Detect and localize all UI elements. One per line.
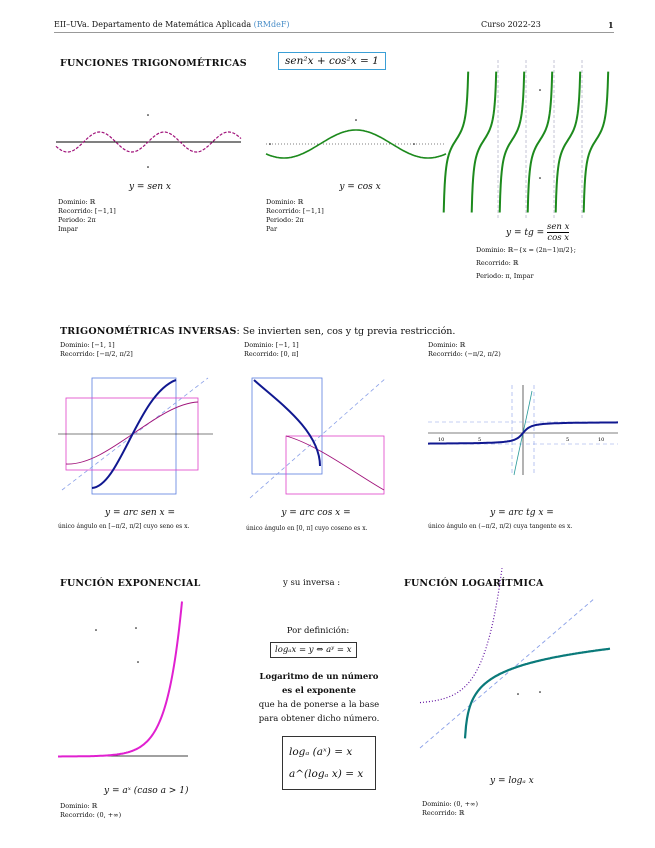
by-definition: Por definición: (286, 626, 350, 636)
exp-title: FUNCIÓN EXPONENCIAL (60, 578, 201, 589)
tan-branch (444, 72, 469, 213)
sin-graph (56, 112, 241, 172)
acos-curve (254, 380, 320, 466)
expl-line-1: Logaritmo de un número (259, 672, 379, 682)
header-tag: (RMdeF) (253, 20, 290, 29)
exp-curve (58, 602, 182, 757)
sin-domain: Dominio: ℝ (58, 198, 96, 206)
log-identities (282, 736, 376, 790)
inverse-heading (60, 326, 455, 337)
inverse-subtitle: : Se invierten sen, cos y tg previa restricción. (236, 326, 456, 337)
atan-info (428, 341, 501, 359)
atan-graph (428, 385, 618, 475)
sin-parity: Impar (58, 225, 78, 233)
asin-desc: único ángulo en [−π/2, π/2] cuyo seno es x. (58, 523, 190, 530)
atan-domain: Dominio: ℝ (428, 341, 466, 349)
acos-desc: único ángulo en [0, π] cuyo coseno es x. (246, 525, 368, 532)
log-graph (420, 596, 620, 756)
cos-period: Periodo: 2π (266, 216, 304, 224)
trig-identity: sen²x + cos²x = 1 (278, 52, 386, 70)
tan-range: Recorrido: ℝ (476, 259, 519, 267)
tan-caption: y = tg = sen x cos x (506, 222, 570, 243)
sin-info (58, 198, 116, 234)
log-caption: y = logₐ x (490, 776, 534, 786)
log-domain: Dominio: (0, +∞) (422, 800, 479, 808)
acos-range: Recorrido: [0, π] (244, 350, 299, 358)
identity-1: logₐ (aˣ) = x (289, 746, 353, 758)
header-course: Curso 2022-23 (481, 20, 541, 29)
asin-domain: Dominio: [−1, 1] (60, 341, 115, 349)
log-title: FUNCIÓN LOGARÍTMICA (404, 578, 544, 589)
log-definition: logₐx = y ⇔ aʸ = x (270, 642, 357, 658)
cos-parity: Par (266, 225, 278, 233)
cos-graph (266, 118, 446, 178)
sin-period: Periodo: 2π (58, 216, 96, 224)
exp-domain: Dominio: ℝ (60, 802, 98, 810)
log-info (422, 800, 478, 818)
acos-domain: Dominio: [−1, 1] (244, 341, 299, 349)
sin-range: Recorrido: [−1,1] (58, 207, 116, 215)
tan-branch (556, 72, 581, 213)
expl-line-3: que ha de ponerse a la base (258, 700, 380, 710)
log-range: Recorrido: ℝ (422, 809, 465, 817)
exp-range: Recorrido: (0, +∞) (60, 811, 122, 819)
tan-graph (476, 60, 604, 220)
exp-graph (58, 596, 188, 761)
header-page: 1 (608, 20, 614, 30)
and-inverse: y su inversa : (283, 578, 341, 588)
sin-caption: y = sen x (128, 182, 172, 192)
exp-caption: y = aˣ (caso a > 1) (104, 786, 189, 796)
trig-title: FUNCIONES TRIGONOMÉTRICAS (60, 58, 247, 69)
tan-branch (472, 72, 497, 213)
atan-tick-label: 10 (598, 437, 605, 443)
identity-2: a^(logₐ x) = x (289, 768, 364, 780)
tan-domain: Dominio: ℝ−{x = (2n−1)π/2}; (476, 246, 576, 254)
expl-line-2: es el exponente (282, 686, 356, 696)
atan-caption: y = arc tg x = (490, 508, 554, 518)
cos-domain: Dominio: ℝ (266, 198, 304, 206)
expl-line-4: para obtener dicho número. (258, 714, 380, 724)
inverse-title: TRIGONOMÉTRICAS INVERSAS (60, 326, 237, 337)
log-explanation (234, 670, 404, 726)
header-rule (54, 32, 614, 33)
acos-info (244, 341, 299, 359)
atan-desc: único ángulo en (−π/2, π/2) cuya tangente es x. (428, 523, 573, 530)
tan-branch (500, 72, 525, 213)
tan-branch (528, 72, 553, 213)
acos-caption: y = arc cos x = (281, 508, 351, 518)
cos-info (266, 198, 324, 234)
asin-range: Recorrido: [−π/2, π/2] (60, 350, 133, 358)
cos-caption: y = cos x (339, 182, 381, 192)
tan-period: Periodo: π, Impar (476, 272, 534, 280)
atan-tick-label: 5 (566, 437, 570, 443)
acos-graph (246, 374, 391, 504)
asin-info (60, 341, 133, 359)
tan-branch (584, 72, 609, 213)
atan-tick-label: 10 (438, 437, 445, 443)
cos-restricted-curve (286, 436, 384, 490)
asin-caption: y = arc sen x = (105, 508, 175, 518)
exp-info (60, 802, 121, 820)
header-left: EII–UVa. Departamento de Matemática Aplicada (54, 20, 252, 29)
tan-info (476, 244, 576, 283)
cos-range: Recorrido: [−1,1] (266, 207, 324, 215)
atan-tick-label: 5 (478, 437, 482, 443)
asin-graph (58, 374, 213, 504)
atan-range: Recorrido: (−π/2, π/2) (428, 350, 501, 358)
page-header (54, 20, 290, 29)
log-curve (465, 649, 610, 739)
